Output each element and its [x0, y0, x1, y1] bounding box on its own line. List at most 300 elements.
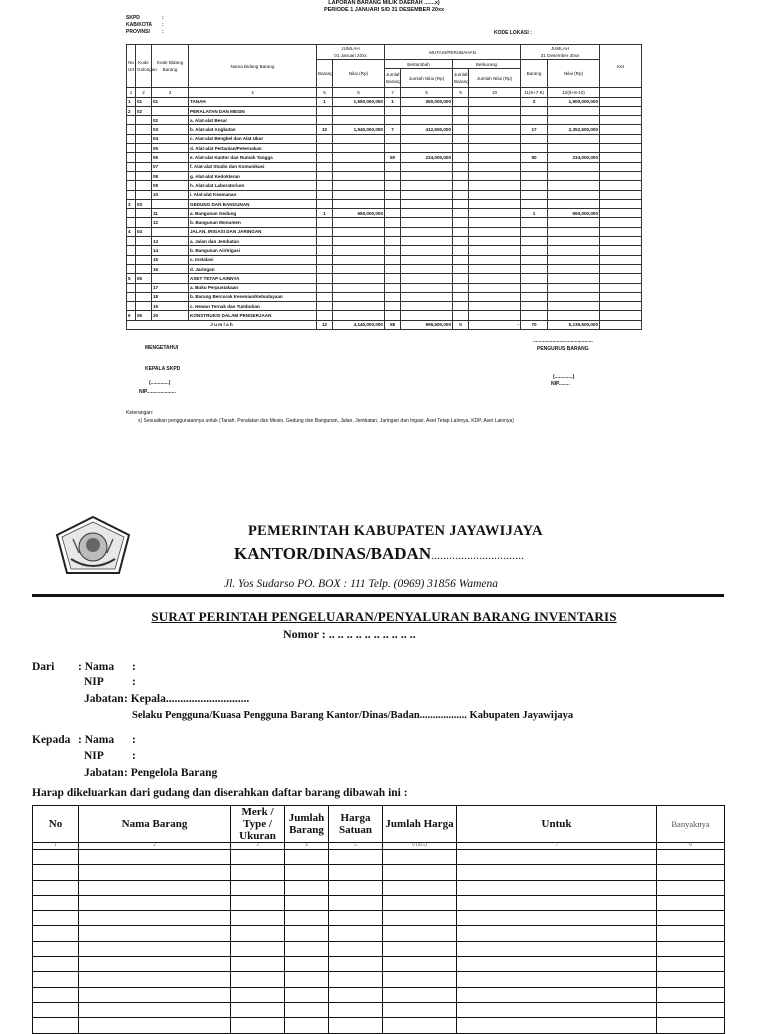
table-cell	[401, 292, 453, 301]
table-cell	[317, 255, 333, 264]
table-cell	[600, 97, 642, 106]
item-cell[interactable]	[329, 926, 383, 941]
item-cell[interactable]	[231, 941, 285, 956]
kepada-nama-colon: :	[132, 734, 136, 746]
item-cell[interactable]	[383, 941, 457, 956]
table-cell	[317, 292, 333, 301]
table-cell: 650,000,000	[548, 209, 600, 218]
table-cell	[548, 311, 600, 320]
sign-right-nip: NIP........	[551, 381, 570, 387]
table-cell	[333, 199, 385, 208]
item-cell[interactable]	[383, 987, 457, 1002]
table-cell	[469, 218, 521, 227]
table-row	[127, 171, 642, 180]
table-row	[127, 134, 642, 143]
item-cell[interactable]	[657, 1018, 725, 1033]
table-cell	[333, 302, 385, 311]
dari-jabatan-detail: Selaku Pengguna/Kuasa Pengguna Barang Kantor/Dinas/Badan.................. Kabupaten Jayawijaya	[132, 710, 574, 721]
table-cell	[469, 292, 521, 301]
item-cell[interactable]	[657, 987, 725, 1002]
index-cell: 6	[333, 88, 385, 97]
table-cell	[600, 246, 642, 255]
table-row	[127, 283, 642, 292]
items-index-cell: 1	[33, 843, 79, 850]
item-cell[interactable]	[383, 895, 457, 910]
item-cell[interactable]	[657, 957, 725, 972]
table-cell	[600, 302, 642, 311]
table-cell	[401, 209, 453, 218]
table-cell	[600, 255, 642, 264]
table-cell	[136, 246, 152, 255]
table-cell	[127, 190, 136, 199]
item-cell[interactable]	[657, 1002, 725, 1017]
table-cell	[385, 162, 401, 171]
table-cell: 7	[385, 125, 401, 134]
item-cell[interactable]	[657, 972, 725, 987]
item-cell[interactable]	[231, 865, 285, 880]
item-cell[interactable]	[457, 911, 657, 926]
table-cell	[548, 246, 600, 255]
table-cell	[385, 116, 401, 125]
index-cell: 8	[401, 88, 453, 97]
table-cell	[548, 134, 600, 143]
index-cell: 12(6+8-10)	[548, 88, 600, 97]
table-cell: 2,352,500,000	[548, 125, 600, 134]
items-index-row	[33, 843, 725, 850]
item-cell[interactable]	[231, 850, 285, 865]
item-cell[interactable]	[457, 941, 657, 956]
table-cell	[127, 283, 136, 292]
table-cell	[521, 106, 548, 115]
table-cell	[453, 255, 469, 264]
item-cell[interactable]	[79, 895, 231, 910]
kepada-nama-label: : Nama	[78, 734, 115, 746]
table-cell	[469, 134, 521, 143]
table-cell: 06	[152, 153, 189, 162]
table-cell	[521, 116, 548, 125]
table-cell	[385, 199, 401, 208]
table-cell	[317, 274, 333, 283]
total-cell: 58	[385, 320, 401, 329]
table-cell: 1	[385, 97, 401, 106]
table-cell: 10	[317, 125, 333, 134]
table-cell	[600, 227, 642, 236]
table-cell: 2	[521, 97, 548, 106]
table-cell	[453, 134, 469, 143]
table-cell	[401, 218, 453, 227]
table-cell	[333, 106, 385, 115]
table-cell	[317, 181, 333, 190]
table-cell: 02	[136, 106, 152, 115]
table-cell	[401, 190, 453, 199]
item-cell[interactable]	[33, 926, 79, 941]
item-cell[interactable]	[285, 865, 329, 880]
dari-jabatan-label: Jabatan	[84, 693, 124, 705]
col-kurang-nilai: Jumlah Nilai (Rp)	[469, 69, 521, 88]
item-cell[interactable]	[657, 850, 725, 865]
total-label: J u m l a h	[127, 320, 317, 329]
table-cell: 20	[152, 311, 189, 320]
table-cell: a. Bangunan Gedung	[189, 209, 317, 218]
item-cell[interactable]	[383, 850, 457, 865]
item-cell[interactable]	[457, 865, 657, 880]
item-cell[interactable]	[329, 895, 383, 910]
item-cell[interactable]	[79, 1002, 231, 1017]
table-cell	[136, 209, 152, 218]
item-cell[interactable]	[33, 880, 79, 895]
table-cell: 15	[152, 255, 189, 264]
item-cell[interactable]	[383, 880, 457, 895]
table-cell	[453, 218, 469, 227]
item-row	[33, 880, 725, 895]
table-cell	[333, 190, 385, 199]
item-cell[interactable]	[79, 972, 231, 987]
item-cell[interactable]	[231, 972, 285, 987]
total-row	[127, 320, 642, 329]
item-row	[33, 911, 725, 926]
item-cell[interactable]	[285, 895, 329, 910]
item-cell[interactable]	[285, 972, 329, 987]
item-cell[interactable]	[457, 987, 657, 1002]
table-cell: d. Jaringan	[189, 264, 317, 273]
item-cell[interactable]	[33, 1018, 79, 1033]
items-index-cell: 3	[231, 843, 285, 850]
item-cell[interactable]	[285, 880, 329, 895]
table-cell	[401, 302, 453, 311]
table-cell	[453, 237, 469, 246]
table-cell	[600, 125, 642, 134]
table-cell: 12	[152, 218, 189, 227]
table-cell	[469, 190, 521, 199]
items-index-cell: 2	[79, 843, 231, 850]
table-cell: 3	[127, 199, 136, 208]
table-cell	[469, 283, 521, 292]
table-cell: 2	[127, 106, 136, 115]
item-cell[interactable]	[329, 1002, 383, 1017]
item-cell[interactable]	[657, 941, 725, 956]
table-cell: c. Hewan Ternak dan Tumbuhan	[189, 302, 317, 311]
table-row	[127, 190, 642, 199]
table-cell	[401, 162, 453, 171]
table-cell	[333, 134, 385, 143]
table-cell	[385, 106, 401, 115]
item-cell[interactable]	[383, 911, 457, 926]
item-cell[interactable]	[657, 911, 725, 926]
table-cell	[333, 292, 385, 301]
table-cell	[521, 255, 548, 264]
item-cell[interactable]	[285, 850, 329, 865]
table-row	[127, 246, 642, 255]
table-row	[127, 97, 642, 106]
table-cell	[469, 246, 521, 255]
table-cell	[401, 227, 453, 236]
item-cell[interactable]	[657, 895, 725, 910]
item-cell[interactable]	[329, 865, 383, 880]
item-cell[interactable]	[457, 850, 657, 865]
table-cell	[385, 292, 401, 301]
item-cell[interactable]	[285, 941, 329, 956]
item-cell[interactable]	[329, 1018, 383, 1033]
item-cell[interactable]	[33, 941, 79, 956]
surat-judul: SURAT PERINTAH PENGELUARAN/PENYALURAN BARANG INVENTARIS	[151, 609, 617, 624]
item-cell[interactable]	[79, 957, 231, 972]
kepada-nip-label: NIP	[84, 750, 104, 762]
item-cell[interactable]	[457, 880, 657, 895]
table-cell	[317, 153, 333, 162]
table-cell: ASET TETAP LAINNYA	[189, 274, 317, 283]
table-cell	[317, 218, 333, 227]
table-cell	[469, 237, 521, 246]
table-cell	[385, 209, 401, 218]
item-cell[interactable]	[285, 987, 329, 1002]
table-cell	[317, 246, 333, 255]
item-cell[interactable]	[285, 1002, 329, 1017]
table-row	[127, 116, 642, 125]
table-cell	[548, 144, 600, 153]
table-cell	[469, 171, 521, 180]
table-cell: b. Bangunan Monumen	[189, 218, 317, 227]
table-cell	[385, 227, 401, 236]
item-cell[interactable]	[329, 850, 383, 865]
table-cell	[548, 274, 600, 283]
col-jumlah-awal: JUMLAH 01 Januari 20xx	[317, 45, 385, 60]
table-cell: 10	[152, 190, 189, 199]
table-cell	[152, 199, 189, 208]
table-cell	[521, 218, 548, 227]
table-cell	[453, 97, 469, 106]
item-cell[interactable]	[457, 1002, 657, 1017]
table-row	[127, 292, 642, 301]
item-cell[interactable]	[657, 865, 725, 880]
item-cell[interactable]	[33, 1002, 79, 1017]
item-cell[interactable]	[79, 850, 231, 865]
item-cell[interactable]	[383, 1002, 457, 1017]
table-cell	[317, 264, 333, 273]
table-cell	[385, 181, 401, 190]
table-cell	[600, 209, 642, 218]
item-cell[interactable]	[79, 941, 231, 956]
table-cell	[317, 199, 333, 208]
index-cell: 5	[317, 88, 333, 97]
item-cell[interactable]	[329, 911, 383, 926]
kop-pemerintah: PEMERINTAH KABUPATEN JAYAWIJAYA	[248, 523, 543, 539]
item-cell[interactable]	[285, 911, 329, 926]
item-cell[interactable]	[285, 1018, 329, 1033]
table-cell	[521, 199, 548, 208]
item-cell[interactable]	[79, 987, 231, 1002]
item-cell[interactable]	[231, 895, 285, 910]
table-cell	[385, 246, 401, 255]
item-cell[interactable]	[231, 1002, 285, 1017]
item-cell[interactable]	[33, 911, 79, 926]
table-cell	[127, 134, 136, 143]
table-cell	[469, 199, 521, 208]
table-cell: 14	[152, 246, 189, 255]
table-cell	[333, 311, 385, 320]
item-cell[interactable]	[33, 895, 79, 910]
table-row	[127, 274, 642, 283]
table-cell	[453, 171, 469, 180]
item-cell[interactable]	[457, 957, 657, 972]
item-cell[interactable]	[33, 957, 79, 972]
table-cell: 650,000,000	[333, 209, 385, 218]
table-cell: 08	[152, 171, 189, 180]
table-cell: 1	[521, 209, 548, 218]
item-cell[interactable]	[383, 926, 457, 941]
table-cell	[152, 227, 189, 236]
item-cell[interactable]	[285, 957, 329, 972]
table-cell	[600, 134, 642, 143]
table-cell	[401, 246, 453, 255]
item-cell[interactable]	[33, 850, 79, 865]
table-cell	[136, 144, 152, 153]
col-barang-awal: Barang	[317, 60, 333, 88]
table-cell	[453, 227, 469, 236]
table-cell	[385, 302, 401, 311]
item-cell[interactable]	[329, 972, 383, 987]
kop-alamat: Jl. Yos Sudarso PO. BOX : 111 Telp. (0969) 31856 Wamena	[224, 578, 498, 590]
item-cell[interactable]	[383, 865, 457, 880]
item-row	[33, 941, 725, 956]
table-cell	[401, 255, 453, 264]
table-cell: c. Instalasi	[189, 255, 317, 264]
table-cell	[548, 227, 600, 236]
table-cell	[136, 255, 152, 264]
item-cell[interactable]	[329, 987, 383, 1002]
item-cell[interactable]	[329, 957, 383, 972]
item-cell[interactable]	[231, 911, 285, 926]
item-cell[interactable]	[79, 911, 231, 926]
table-cell	[548, 106, 600, 115]
item-cell[interactable]	[231, 1018, 285, 1033]
total-cell: 4,140,000,000	[333, 320, 385, 329]
table-cell	[453, 264, 469, 273]
table-cell: d. Alat-alat Pertanian/Peternakan	[189, 144, 317, 153]
item-cell[interactable]	[231, 957, 285, 972]
table-cell	[453, 311, 469, 320]
item-cell[interactable]	[231, 880, 285, 895]
item-cell[interactable]	[231, 926, 285, 941]
item-cell[interactable]	[285, 926, 329, 941]
item-cell[interactable]	[33, 865, 79, 880]
item-cell[interactable]	[383, 1018, 457, 1033]
table-cell	[385, 283, 401, 292]
table-cell	[317, 134, 333, 143]
table-cell	[333, 162, 385, 171]
th-banyaknya: Banyaknya	[657, 806, 725, 843]
table-cell	[401, 199, 453, 208]
item-cell[interactable]	[457, 1018, 657, 1033]
col-kurang-jumlah: Jumlah Barang	[453, 69, 469, 88]
item-cell[interactable]	[457, 926, 657, 941]
col-mutasi: MUTASI/PERUBAHAN	[385, 45, 521, 60]
table-row	[127, 153, 642, 162]
table-cell: JALAN, IRIGASI DAN JARINGAN	[189, 227, 317, 236]
table-cell	[136, 190, 152, 199]
table-cell	[600, 106, 642, 115]
table-row	[127, 302, 642, 311]
item-cell[interactable]	[329, 880, 383, 895]
table-cell	[333, 237, 385, 246]
table-cell	[469, 311, 521, 320]
total-cell: 0	[453, 320, 469, 329]
index-cell: 2	[136, 88, 152, 97]
table-cell	[548, 162, 600, 171]
table-cell	[453, 106, 469, 115]
item-cell[interactable]	[231, 987, 285, 1002]
table-cell: 17	[152, 283, 189, 292]
table-cell	[548, 190, 600, 199]
item-cell[interactable]	[79, 926, 231, 941]
table-cell	[469, 97, 521, 106]
table-cell: 18	[152, 292, 189, 301]
table-row	[127, 199, 642, 208]
table-cell: PERALATAN DAN MESIN	[189, 106, 317, 115]
table-cell	[600, 283, 642, 292]
table-cell	[333, 153, 385, 162]
table-cell	[469, 302, 521, 311]
table-row	[127, 106, 642, 115]
table-cell	[600, 116, 642, 125]
table-cell	[385, 171, 401, 180]
item-cell[interactable]	[383, 972, 457, 987]
col-kode-golongan: Kode Golongan	[136, 45, 152, 88]
col-kode-bidang: Kode Bidang Barang	[152, 45, 189, 88]
table-cell: b. Alat-alat Angkutan	[189, 125, 317, 134]
item-cell[interactable]	[329, 941, 383, 956]
table-cell	[385, 255, 401, 264]
item-cell[interactable]	[33, 987, 79, 1002]
table-cell	[469, 209, 521, 218]
table-cell	[469, 162, 521, 171]
table-cell	[469, 153, 521, 162]
item-cell[interactable]	[457, 972, 657, 987]
total-cell: -	[469, 320, 521, 329]
table-row	[127, 181, 642, 190]
table-cell	[385, 274, 401, 283]
table-cell: 5	[127, 274, 136, 283]
item-cell[interactable]	[79, 880, 231, 895]
table-cell	[453, 274, 469, 283]
item-cell[interactable]	[79, 1018, 231, 1033]
col-tambah-jumlah: Jumlah Barang	[385, 69, 401, 88]
instruksi: Harap dikeluarkan dari gudang dan diserahkan daftar barang dibawah ini :	[32, 787, 408, 799]
item-cell[interactable]	[383, 957, 457, 972]
table-cell: 04	[136, 227, 152, 236]
table-cell: f. Alat-alat Studio dan Komunikasi	[189, 162, 317, 171]
table-cell: 1	[127, 97, 136, 106]
item-cell[interactable]	[33, 972, 79, 987]
table-cell	[136, 283, 152, 292]
item-cell[interactable]	[657, 880, 725, 895]
item-cell[interactable]	[79, 865, 231, 880]
table-cell: a. Jalan dan Jembatan	[189, 237, 317, 246]
index-cell: 1	[127, 88, 136, 97]
item-cell[interactable]	[457, 895, 657, 910]
item-cell[interactable]	[657, 926, 725, 941]
table-cell	[548, 181, 600, 190]
items-table	[32, 805, 725, 1034]
col-no: No Urt	[127, 45, 136, 88]
table-cell: 03	[152, 125, 189, 134]
table-cell	[453, 181, 469, 190]
table-cell	[127, 302, 136, 311]
table-cell	[521, 237, 548, 246]
table-row	[127, 311, 642, 320]
table-cell	[401, 116, 453, 125]
items-index-cell: 6 (4x5)	[383, 843, 457, 850]
table-cell	[333, 218, 385, 227]
